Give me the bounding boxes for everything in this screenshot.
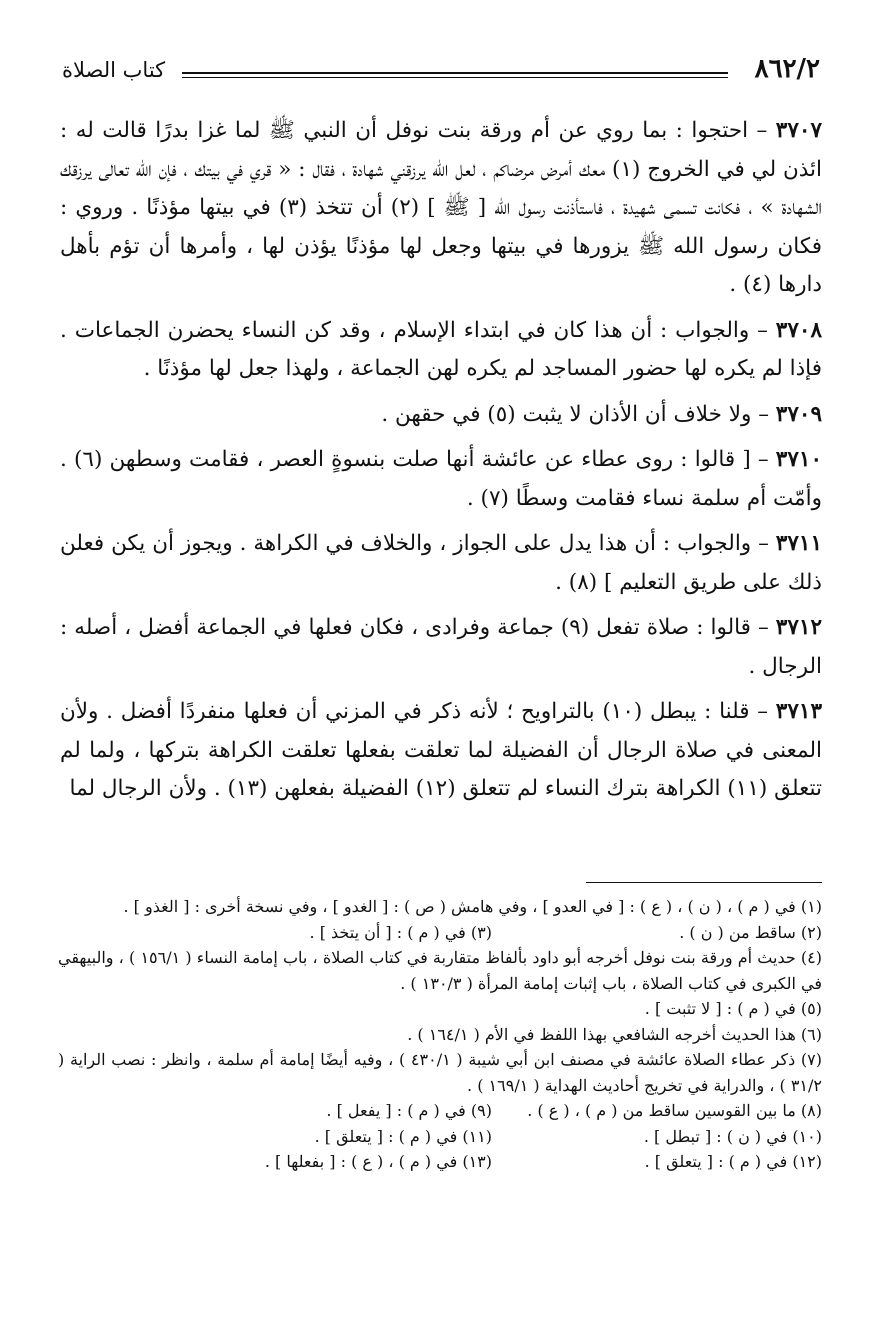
footnote: (٩) في ( م ) : [ يفعل ] . (326, 1101, 492, 1120)
footnote: (٢) ساقط من ( ن ) . (679, 922, 822, 942)
footnote: (١) في ( م ) ، ( ن ) ، ( ع ) : [ في العدو ] ، وفي هامش ( ص ) : [ الغدو ] ، وفي نسخة أخرى : [ الغذو ] . (123, 897, 822, 916)
footnote: (١٢) في ( م ) : [ يتعلق ] . (644, 1152, 822, 1171)
paragraph-text: – والجواب : أن هذا يدل على الجواز ، والخلاف في الكراهة . ويجوز أن يكن فعلن ذلك على طريق التعليم ] (٨) . (60, 531, 822, 595)
paragraph (60, 693, 822, 809)
paragraph-text: – احتجوا : بما روي عن أم ورقة بنت نوفل أن النبي ﷺ لما غزا بدرًا قالت له : ائذن لي في الخروج (١) معك أمرض مرضاكم ، لعل الله يرزقني شهادة ، فقال : « قري في بيتك ، فإن الله تعالى يرزقك الشهادة » ، فكانت تسمى شهيدة ، فاستأذنت رسول الله [ ﷺ ] (٢) أن تتخذ (٣) في بيتها مؤذنًا . وروي : فكان رسول الله ﷺ يزورها في بيتها وجعل لها مؤذنًا يؤذن لها ، وأمرها أن تؤم بأهل دارها (٤) . (60, 118, 823, 297)
paragraph (60, 312, 822, 389)
paragraph-number: ٣٧١٣ (775, 699, 822, 724)
footnote-row (58, 1098, 822, 1124)
paragraph (60, 396, 822, 435)
book-title: كتاب الصلاة (62, 58, 166, 82)
footnote: (٧) ذكر عطاء الصلاة عائشة في مصنف ابن أبي شيبة ( ٤٣٠/١ ) ، وفيه أيضًا إمامة أم سلمة ، وانظر : نصب الراية ( ٣١/٢ ) ، والدراية في تخريج أحاديث الهداية ( ١٦٩/١ ) . (58, 1050, 822, 1095)
paragraph-text: – [ قالوا : روى عطاء عن عائشة أنها صلت بنسوةٍ العصر ، فقامت وسطهن (٦) . وأمّت أم سلمة نساء فقامت وسطًا (٧) . (60, 447, 822, 511)
paragraph-number: ٣٧١١ (775, 531, 822, 556)
paragraph-number: ٣٧٠٩ (775, 401, 822, 427)
footnote: (١٣) في ( م ) ، ( ع ) : [ بفعلها ] . (264, 1152, 492, 1171)
paragraph (60, 441, 822, 518)
paragraph-number: ٣٧١٢ (775, 615, 822, 640)
footnotes (58, 894, 822, 1175)
paragraph-text: – ولا خلاف أن الأذان لا يثبت (٥) في حقهن . (381, 401, 776, 427)
footnote: (٦) هذا الحديث أخرجه الشافعي بهذا اللفظ في الأم ( ١٦٤/١ ) . (407, 1024, 822, 1044)
footnote-row (58, 920, 822, 946)
paragraph-number: ٣٧٠٨ (775, 317, 822, 343)
page-header (62, 52, 820, 96)
paragraph (60, 525, 822, 602)
paragraph-text: – قالوا : صلاة تفعل (٩) جماعة وفرادى ، فكان فعلها في الجماعة أفضل ، أصله : الرجال . (60, 615, 822, 679)
paragraph-number: ٣٧٠٧ (775, 118, 822, 143)
footnote-separator (586, 882, 822, 883)
footnote: (٣) في ( م ) : [ أن يتخذ ] . (309, 922, 492, 942)
footnote: (٥) في ( م ) : [ لا تثبت ] . (644, 999, 822, 1018)
header-rule-thin (182, 77, 728, 78)
footnote: (١١) في ( م ) : [ يتعلق ] . (314, 1126, 492, 1146)
paragraph-text: – والجواب : أن هذا كان في ابتداء الإسلام ، وقد كن النساء يحضرن الجماعات . فإذا لم يكره لها حضور المساجد لم يكره لهن الجماعة ، ولهذا جعل لها مؤذنًا . (60, 317, 822, 381)
footnote: (٤) حديث أم ورقة بنت نوفل أخرجه أبو داود بألفاظ متقاربة في كتاب الصلاة ، باب إمامة النساء ( ١٥٦/١ ) ، والبيهقي في الكبرى في كتاب الصلاة ، باب إثبات إمامة المرأة ( ١٣٠/٣ ) . (58, 948, 823, 993)
paragraph-text: – قلنا : يبطل (١٠) بالتراويح ؛ لأنه ذكر في المزني أن فعلها منفردًا أفضل . ولأن المعنى في صلاة الرجال أن الفضيلة لما تعلقت بفعلها تعلقت الكراهة بتركها ، ولما لم تتعلق (١١) الكراهة بترك النساء لم تتعلق (١٢) الفضيلة بفعلهن (١٣) . ولأن الرجال لما (60, 699, 822, 801)
footnote-row (58, 1149, 822, 1175)
footnote: (١٠) في ( ن ) : [ تبطل ] . (643, 1126, 822, 1146)
paragraph-number: ٣٧١٠ (775, 447, 822, 472)
main-text (60, 112, 822, 816)
paragraph (60, 112, 822, 305)
footnote-row (58, 1124, 822, 1150)
footnote: (٨) ما بين القوسين ساقط من ( م ) ، ( ع ) . (527, 1101, 822, 1120)
paragraph (60, 609, 822, 686)
page-number: ٨٦٢/٢ (754, 54, 820, 84)
header-rule (182, 72, 728, 74)
